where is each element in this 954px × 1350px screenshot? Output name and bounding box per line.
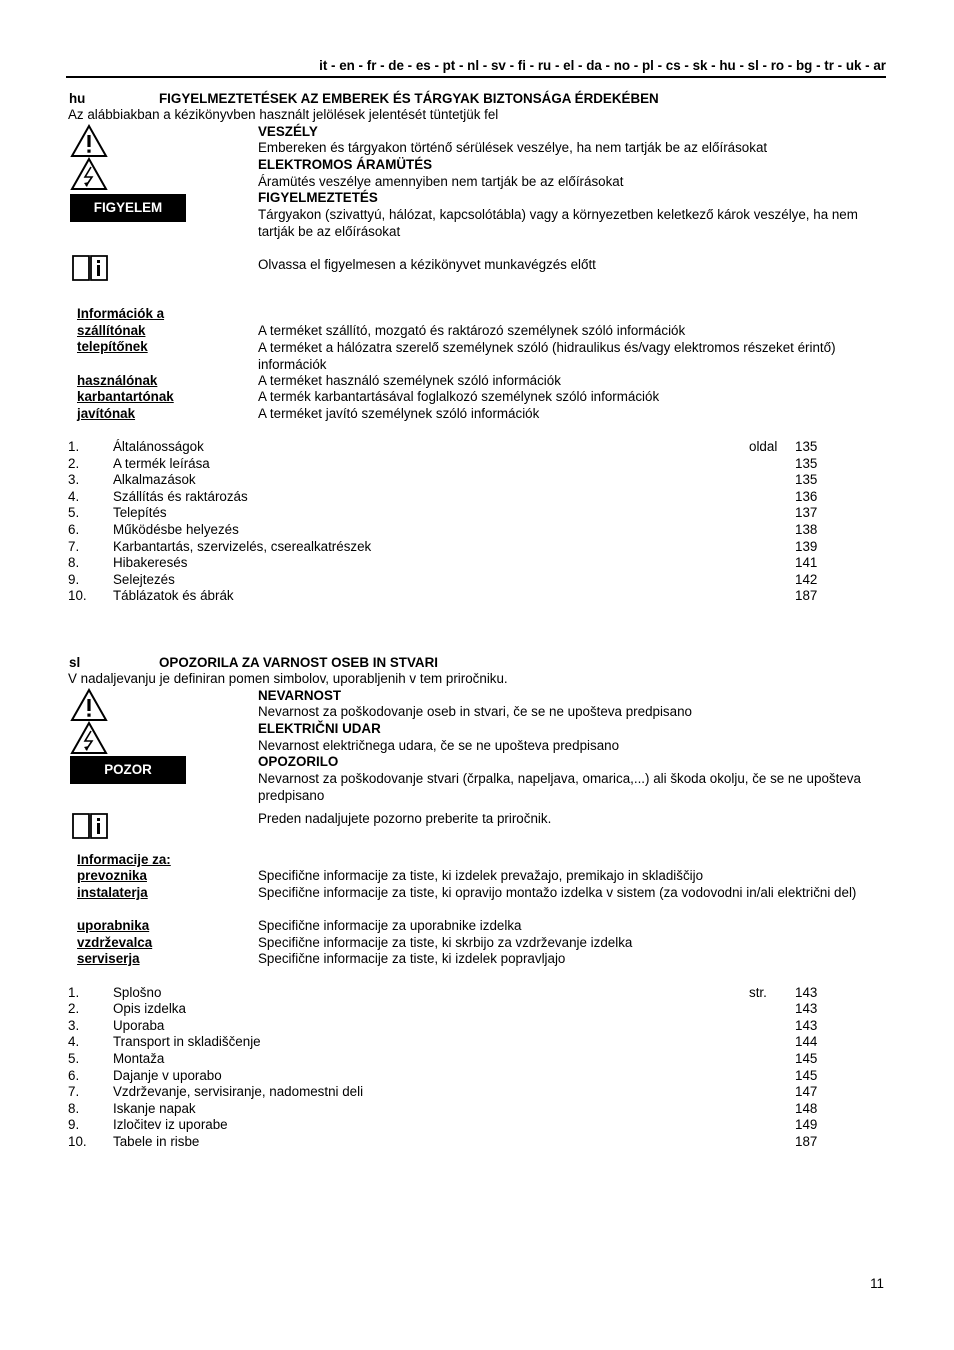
warning-badge: POZOR xyxy=(70,756,186,784)
toc-number: 9. xyxy=(68,1117,80,1132)
toc-title: Opis izdelka xyxy=(113,1001,186,1016)
toc-title: Montaža xyxy=(113,1051,165,1066)
info-desc: Specifične informacije za tiste, ki opravijo montažo izdelka v sistem (za vodovodni in/ali električni del) xyxy=(258,885,857,900)
toc-number: 7. xyxy=(68,1084,80,1099)
toc-page: 149 xyxy=(795,1117,818,1132)
toc-page: 143 xyxy=(795,1018,818,1033)
danger-warning-icon xyxy=(70,688,108,722)
toc-number: 1. xyxy=(68,439,80,454)
toc-number: 1. xyxy=(68,985,80,1000)
toc-title: Dajanje v uporabo xyxy=(113,1068,222,1083)
info-heading: Informacije za: xyxy=(77,852,171,867)
page-number: 11 xyxy=(870,1276,884,1291)
info-term: javítónak xyxy=(77,406,136,421)
info-term: telepítőnek xyxy=(77,339,148,354)
toc-page: 135 xyxy=(795,456,818,471)
electric-title: ELEKTROMOS ÁRAMÜTÉS xyxy=(258,157,433,172)
info-desc: A terméket javító személynek szóló információk xyxy=(258,406,540,421)
manual-text: Olvassa el figyelmesen a kézikönyvet munkavégzés előtt xyxy=(258,257,596,272)
read-manual-icon xyxy=(71,811,109,841)
read-manual-icon xyxy=(71,253,109,283)
toc-page: 147 xyxy=(795,1084,818,1099)
section-intro-sl: V nadaljevanju je definiran pomen simbolov, uporabljenih v tem priročniku. xyxy=(68,671,508,686)
info-desc: A terméket szállító, mozgató és raktározó személynek szóló információk xyxy=(258,323,686,338)
toc-page: 135 xyxy=(795,472,818,487)
info-term: vzdrževalca xyxy=(77,935,153,950)
toc-title: Uporaba xyxy=(113,1018,165,1033)
toc-number: 6. xyxy=(68,1068,80,1083)
info-desc: A terméket a hálózatra szerelő személynek szóló (hidraulikus és/vagy elektromos részeket érintő) információk xyxy=(258,340,836,372)
electric-shock-icon xyxy=(70,157,108,191)
electric-title: ELEKTRIČNI UDAR xyxy=(258,721,381,736)
toc-title: Szállítás és raktározás xyxy=(113,489,248,504)
toc-number: 8. xyxy=(68,1101,80,1116)
toc-title: Működésbe helyezés xyxy=(113,522,239,537)
header-divider xyxy=(66,76,886,78)
info-term: prevoznika xyxy=(77,868,147,883)
toc-page-label: str. xyxy=(749,985,767,1000)
toc-number: 2. xyxy=(68,456,80,471)
toc-number: 3. xyxy=(68,1018,80,1033)
danger-text: Nevarnost za poškodovanje oseb in stvari, če se ne upošteva predpisano xyxy=(258,704,692,719)
toc-page: 187 xyxy=(795,588,818,603)
danger-title: VESZÉLY xyxy=(258,124,318,139)
info-desc: Specifične informacije za tiste, ki izdelek prevažajo, premikajo in skladiščijo xyxy=(258,868,704,883)
info-term: uporabnika xyxy=(77,918,150,933)
toc-title: Táblázatok és ábrák xyxy=(113,588,234,603)
toc-page: 145 xyxy=(795,1051,818,1066)
toc-page: 137 xyxy=(795,505,818,520)
section-code-hu: hu xyxy=(69,91,86,106)
section-title-hu: FIGYELMEZTETÉSEK AZ EMBEREK ÉS TÁRGYAK BIZTONSÁGA ÉRDEKÉBEN xyxy=(159,91,659,106)
toc-title: Hibakeresés xyxy=(113,555,188,570)
electric-shock-icon xyxy=(70,721,108,755)
toc-number: 5. xyxy=(68,505,80,520)
toc-title: Alkalmazások xyxy=(113,472,196,487)
info-desc: A terméket használó személynek szóló információk xyxy=(258,373,561,388)
info-term: karbantartónak xyxy=(77,389,174,404)
toc-number: 9. xyxy=(68,572,80,587)
warning-title: FIGYELMEZTETÉS xyxy=(258,190,378,205)
toc-page: 144 xyxy=(795,1034,818,1049)
toc-number: 10. xyxy=(68,588,87,603)
section-code-sl: sl xyxy=(69,655,81,670)
section-title-sl: OPOZORILA ZA VARNOST OSEB IN STVARI xyxy=(159,655,438,670)
toc-title: Transport in skladiščenje xyxy=(113,1034,261,1049)
info-term: instalaterja xyxy=(77,885,148,900)
toc-title: Tabele in risbe xyxy=(113,1134,200,1149)
toc-page: 141 xyxy=(795,555,818,570)
toc-number: 2. xyxy=(68,1001,80,1016)
toc-title: A termék leírása xyxy=(113,456,210,471)
danger-text: Embereken és tárgyakon történő sérülések veszélye, ha nem tartják be az előírásokat xyxy=(258,140,768,155)
toc-number: 8. xyxy=(68,555,80,570)
toc-title: Izločitev iz uporabe xyxy=(113,1117,228,1132)
toc-page: 143 xyxy=(795,985,818,1000)
info-desc: A termék karbantartásával foglalkozó személynek szóló információk xyxy=(258,389,660,404)
info-term: szállítónak xyxy=(77,323,146,338)
toc-page: 143 xyxy=(795,1001,818,1016)
toc-page: 142 xyxy=(795,572,818,587)
info-desc: Specifične informacije za tiste, ki izdelek popravljajo xyxy=(258,951,566,966)
toc-number: 3. xyxy=(68,472,80,487)
toc-page: 139 xyxy=(795,539,818,554)
toc-title: Vzdrževanje, servisiranje, nadomestni deli xyxy=(113,1084,364,1099)
toc-page: 148 xyxy=(795,1101,818,1116)
danger-warning-icon xyxy=(70,124,108,158)
toc-page: 136 xyxy=(795,489,818,504)
toc-number: 7. xyxy=(68,539,80,554)
toc-page: 187 xyxy=(795,1134,818,1149)
warning-text: Tárgyakon (szivattyú, hálózat, kapcsolótábla) vagy a környezetben keletkező károk veszélye, ha nem tartják be az előírásokat xyxy=(258,207,858,239)
warning-badge: FIGYELEM xyxy=(70,194,186,222)
toc-number: 10. xyxy=(68,1134,87,1149)
language-list: it - en - fr - de - es - pt - nl - sv - fi - ru - el - da - no - pl - cs - sk - hu - sl - ro - bg - tr - uk - ar xyxy=(319,58,886,73)
section-intro-hu: Az alábbiakban a kézikönyvben használt jelölések jelentését tüntetjük fel xyxy=(68,107,499,122)
info-heading: Információk a xyxy=(77,306,165,321)
toc-title: Telepítés xyxy=(113,505,167,520)
toc-page: 135 xyxy=(795,439,818,454)
toc-page-label: oldal xyxy=(749,439,778,454)
info-term: használónak xyxy=(77,373,158,388)
electric-text: Nevarnost električnega udara, če se ne upošteva predpisano xyxy=(258,738,620,753)
toc-number: 5. xyxy=(68,1051,80,1066)
toc-number: 4. xyxy=(68,1034,80,1049)
toc-title: Splošno xyxy=(113,985,162,1000)
toc-title: Karbantartás, szervizelés, cserealkatrészek xyxy=(113,539,372,554)
warning-text: Nevarnost za poškodovanje stvari (črpalka, napeljava, omarica,...) ali škoda okolju, če se ne upošteva predpisano xyxy=(258,771,861,803)
info-desc: Specifične informacije za uporabnike izdelka xyxy=(258,918,522,933)
toc-title: Általánosságok xyxy=(113,439,204,454)
toc-number: 6. xyxy=(68,522,80,537)
danger-title: NEVARNOST xyxy=(258,688,342,703)
toc-page: 145 xyxy=(795,1068,818,1083)
info-term: serviserja xyxy=(77,951,140,966)
toc-number: 4. xyxy=(68,489,80,504)
info-desc: Specifične informacije za tiste, ki skrbijo za vzdrževanje izdelka xyxy=(258,935,633,950)
toc-page: 138 xyxy=(795,522,818,537)
toc-title: Selejtezés xyxy=(113,572,175,587)
manual-text: Preden nadaljujete pozorno preberite ta priročnik. xyxy=(258,811,552,826)
electric-text: Áramütés veszélye amennyiben nem tartják be az előírásokat xyxy=(258,174,624,189)
warning-title: OPOZORILO xyxy=(258,754,339,769)
toc-title: Iskanje napak xyxy=(113,1101,196,1116)
